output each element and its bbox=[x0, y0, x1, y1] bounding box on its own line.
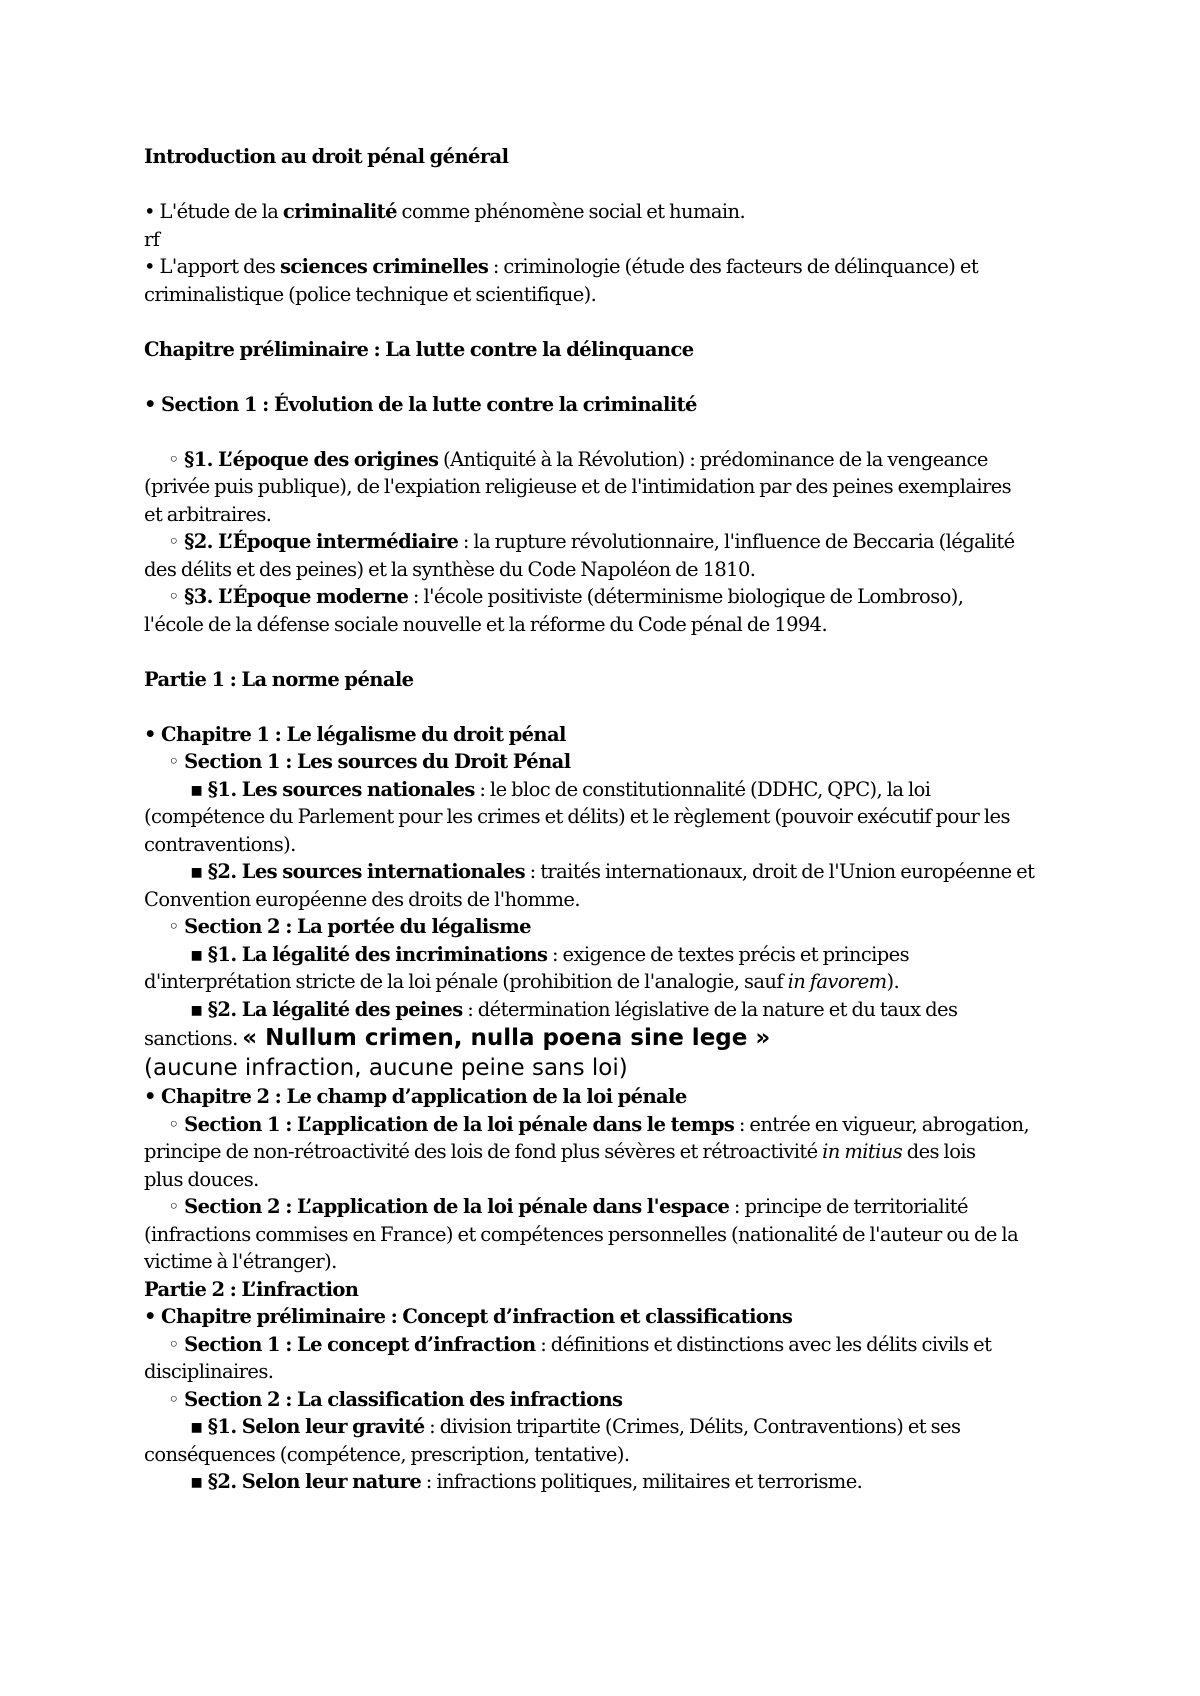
bold-term: ◦ §3. L’Époque moderne bbox=[168, 585, 409, 608]
text: : infractions politiques, militaires et terrorisme. bbox=[421, 1470, 863, 1493]
text: • L'étude de la bbox=[144, 200, 283, 223]
bold-term: criminalité bbox=[282, 200, 397, 223]
bold-term: ▪ §2. La légalité des peines bbox=[190, 997, 463, 1021]
spacer bbox=[144, 363, 1064, 391]
text: ). bbox=[886, 970, 900, 993]
paragraph-1 bbox=[144, 446, 1064, 474]
bold-term: ▪ §2. Selon leur nature bbox=[190, 1470, 422, 1493]
partie-2-heading: Partie 2 : L’infraction bbox=[144, 1277, 359, 1301]
text-line: (infractions commises en France) et compétences personnelles (nationalité de l'auteur ou de la bbox=[144, 1222, 1019, 1246]
text: principe de non-rétroactivité des lois de fond plus sévères et rétroactivité bbox=[144, 1140, 823, 1163]
italic-term: in favorem bbox=[787, 970, 887, 993]
text: : l'école positiviste (déterminisme biologique de Lombroso), bbox=[408, 585, 964, 608]
text-line bbox=[144, 1138, 1064, 1166]
text: (Antiquité à la Révolution) : prédominance de la vengeance bbox=[438, 447, 988, 471]
section-heading: ◦ Section 1 : Les sources du Droit Pénal bbox=[168, 750, 571, 773]
bold-term: ▪ §2. Les sources internationales bbox=[190, 860, 526, 883]
text-line: plus douces. bbox=[144, 1167, 259, 1191]
chapter-prelim-heading: Chapitre préliminaire : La lutte contre la délinquance bbox=[144, 337, 694, 361]
text-line bbox=[144, 1023, 1064, 1053]
text: : principe de territorialité bbox=[729, 1195, 968, 1218]
section-1-heading: • Section 1 : Évolution de la lutte contre la criminalité bbox=[144, 392, 697, 416]
text-line: Convention européenne des droits de l'homme. bbox=[144, 887, 580, 911]
document-title: Introduction au droit pénal général bbox=[144, 145, 509, 168]
paragraph-1-line-3: et arbitraires. bbox=[144, 502, 272, 526]
bold-term: ◦ Section 1 : L’application de la loi pénale dans le temps bbox=[168, 1112, 735, 1136]
text: : entrée en vigueur, abrogation, bbox=[734, 1112, 1030, 1136]
text: : traités internationaux, droit de l'Union européenne et bbox=[525, 860, 1035, 883]
spacer bbox=[144, 171, 1064, 199]
sub-paragraph bbox=[144, 1468, 1064, 1496]
bold-term: ◦ §2. L’Époque intermédiaire bbox=[168, 530, 459, 553]
chapter-2-heading: • Chapitre 2 : Le champ d’application de la loi pénale bbox=[144, 1085, 687, 1108]
latin-maxim: « Nullum crimen, nulla poena sine lege » bbox=[242, 1025, 771, 1051]
intro-line-1 bbox=[144, 198, 1064, 226]
bold-term: ◦ Section 2 : L’application de la loi pénale dans l'espace bbox=[168, 1195, 730, 1218]
text-line bbox=[144, 968, 1064, 996]
bold-term: ▪ §1. La légalité des incriminations bbox=[190, 942, 548, 966]
document-page bbox=[144, 143, 1064, 1496]
section-heading bbox=[144, 1331, 1064, 1359]
section-heading: ◦ Section 2 : La classification des infractions bbox=[168, 1387, 623, 1411]
chapter-1-heading: • Chapitre 1 : Le légalisme du droit pénal bbox=[144, 722, 566, 746]
text: : la rupture révolutionnaire, l'influence de Beccaria (légalité bbox=[458, 530, 1015, 553]
italic-term: in mitius bbox=[822, 1140, 903, 1163]
text-line: conséquences (compétence, prescription, tentative). bbox=[144, 1442, 630, 1466]
spacer bbox=[144, 308, 1064, 336]
text-line: (compétence du Parlement pour les crimes et délits) et le règlement (pouvoir exécutif pour les bbox=[144, 805, 1010, 828]
spacer bbox=[144, 693, 1064, 721]
spacer bbox=[144, 418, 1064, 446]
paragraph-3-line-2: l'école de la défense sociale nouvelle et la réforme du Code pénal de 1994. bbox=[144, 612, 828, 636]
text: : détermination législative de la nature et du taux des bbox=[462, 997, 958, 1021]
bold-term: ◦ §1. L’époque des origines bbox=[168, 447, 439, 471]
text: : exigence de textes précis et principes bbox=[547, 942, 910, 966]
text: comme phénomène social et humain. bbox=[396, 200, 746, 223]
section-heading: ◦ Section 2 : La portée du légalisme bbox=[168, 915, 531, 938]
text: : criminologie (étude des facteurs de délinquance) et bbox=[488, 255, 979, 278]
section-heading bbox=[144, 1193, 1064, 1221]
text: : définitions et distinctions avec les délits civils et bbox=[535, 1332, 992, 1356]
chapter-prelim-2-heading: • Chapitre préliminaire : Concept d’infraction et classifications bbox=[144, 1305, 793, 1328]
sub-paragraph bbox=[144, 1413, 1064, 1441]
intro-line-4: criminalistique (police technique et scientifique). bbox=[144, 282, 597, 306]
maxim-translation: (aucune infraction, aucune peine sans loi) bbox=[144, 1055, 628, 1081]
text: : division tripartite (Crimes, Délits, Contraventions) et ses bbox=[424, 1415, 961, 1438]
text-line: contraventions). bbox=[144, 832, 296, 856]
bold-term: ▪ §1. Selon leur gravité bbox=[190, 1415, 425, 1438]
text: d'interprétation stricte de la loi pénale (prohibition de l'analogie, sauf bbox=[144, 970, 788, 993]
text: des lois bbox=[902, 1140, 976, 1163]
section-heading bbox=[144, 1111, 1064, 1139]
text: sanctions. bbox=[144, 1027, 243, 1050]
text-line: disciplinaires. bbox=[144, 1360, 274, 1383]
bold-term: sciences criminelles bbox=[279, 255, 489, 278]
text: : le bloc de constitutionnalité (DDHC, QPC), la loi bbox=[474, 777, 931, 801]
text: • L'apport des bbox=[144, 255, 280, 278]
sub-paragraph bbox=[144, 858, 1064, 886]
sub-paragraph bbox=[144, 996, 1064, 1024]
intro-rf: rf bbox=[144, 227, 160, 251]
text-line: victime à l'étranger). bbox=[144, 1250, 337, 1273]
spacer bbox=[144, 638, 1064, 666]
paragraph-2 bbox=[144, 528, 1064, 556]
bold-term: ▪ §1. Les sources nationales bbox=[190, 777, 475, 801]
paragraph-1-line-2: (privée puis publique), de l'expiation religieuse et de l'intimidation par des peines exemplaires bbox=[144, 475, 1012, 498]
sub-paragraph bbox=[144, 941, 1064, 969]
partie-1-heading: Partie 1 : La norme pénale bbox=[144, 667, 414, 691]
sub-paragraph bbox=[144, 776, 1064, 804]
intro-line-3 bbox=[144, 253, 1064, 281]
paragraph-2-line-2: des délits et des peines) et la synthèse du Code Napoléon de 1810. bbox=[144, 557, 756, 581]
bold-term: ◦ Section 1 : Le concept d’infraction bbox=[168, 1332, 536, 1356]
paragraph-3 bbox=[144, 583, 1064, 611]
